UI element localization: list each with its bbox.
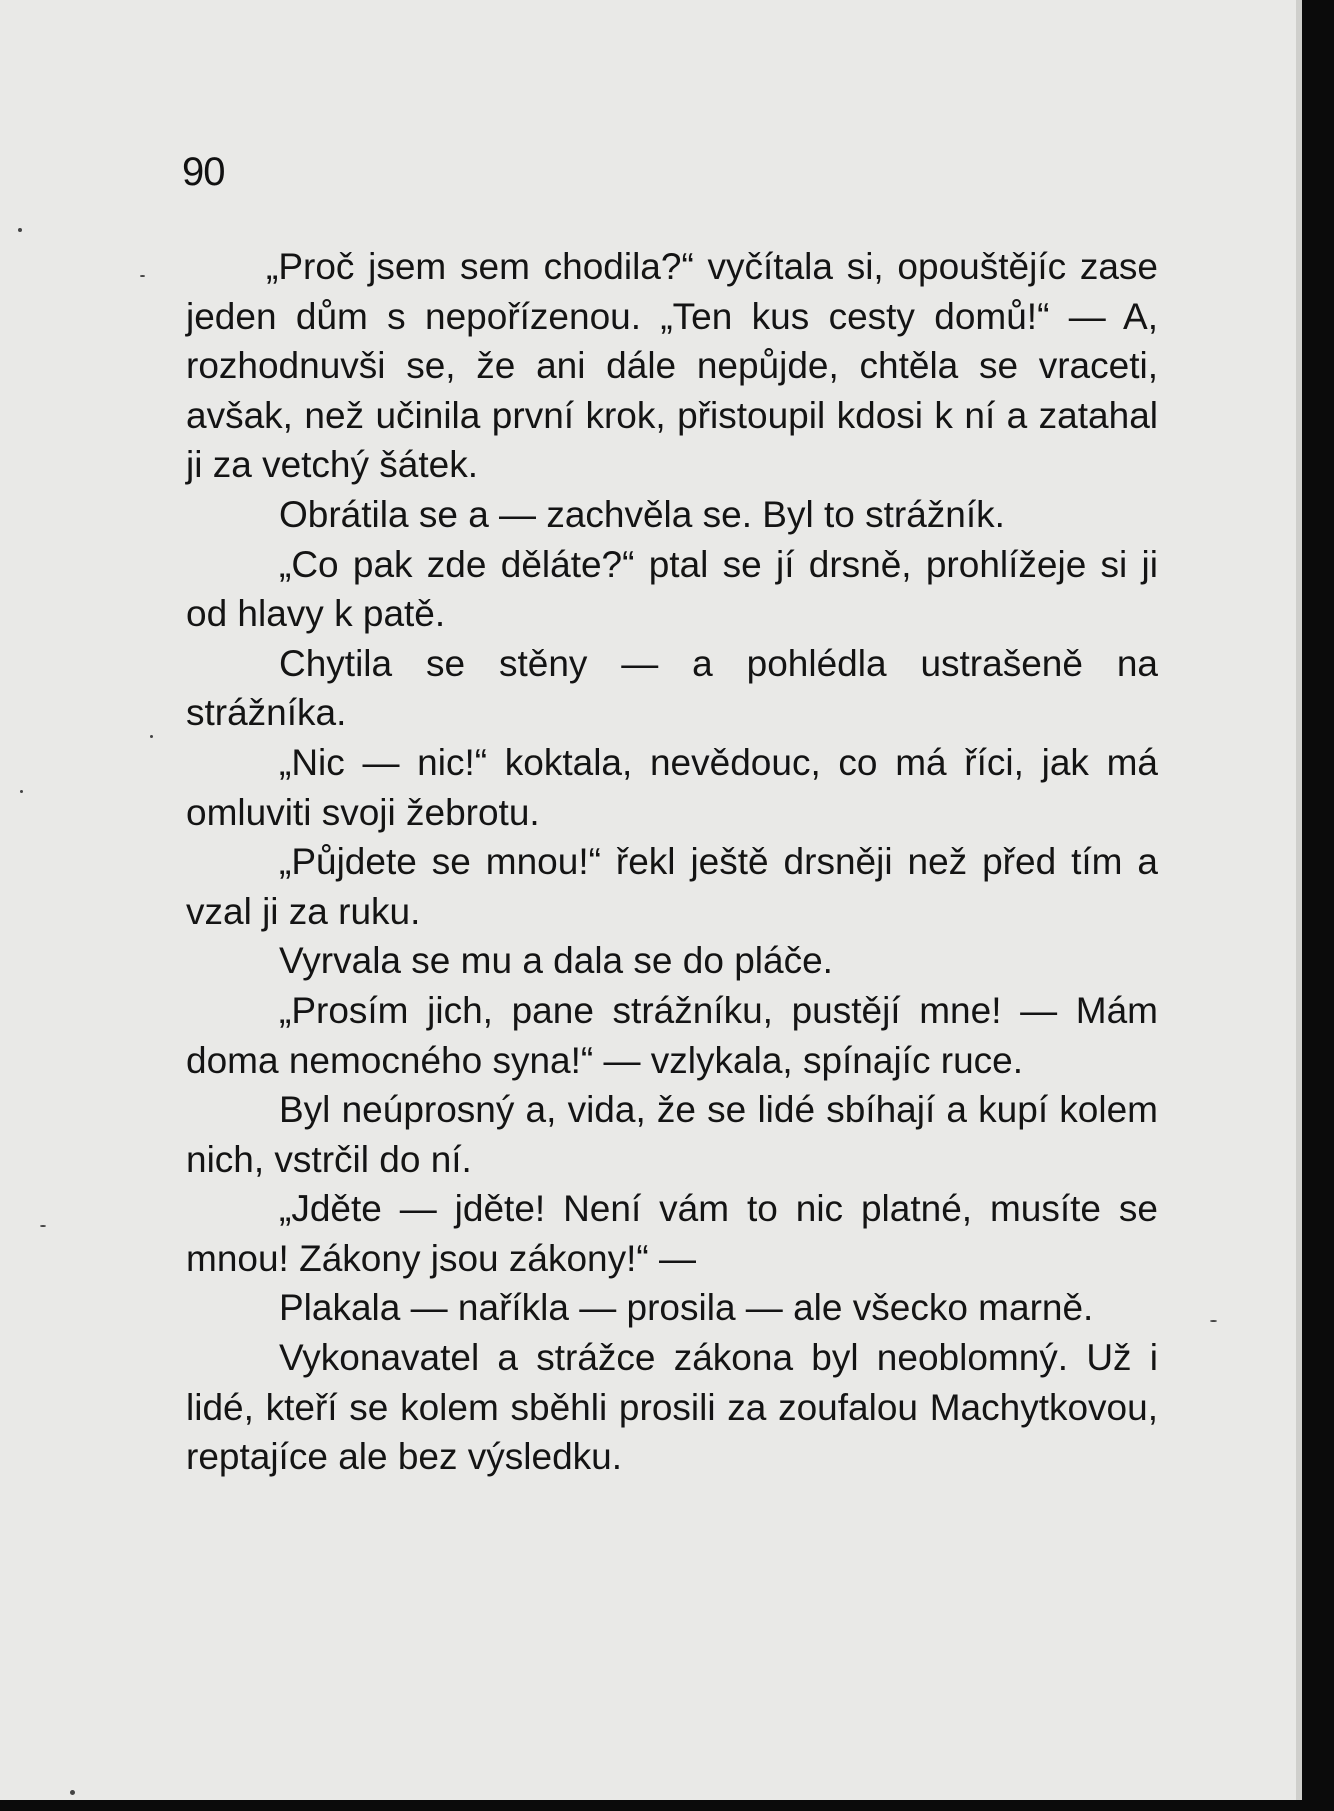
body-text bbox=[186, 242, 1158, 1482]
paragraph: Byl neúprosný a, vida, že se lidé sbíhají a kupí kolem nich, vstrčil do ní. bbox=[186, 1089, 1158, 1180]
scan-speck bbox=[70, 1790, 75, 1795]
scan-speck bbox=[40, 1225, 46, 1227]
paragraph: „Půjdete se mnou!“ řekl ještě drsněji než před tím a vzal ji za ruku. bbox=[186, 841, 1158, 932]
scan-border-right bbox=[1302, 0, 1334, 1811]
paragraph: Vyrvala se mu a dala se do pláče. bbox=[279, 940, 833, 982]
scan-speck bbox=[150, 735, 153, 738]
paragraph: Obrátila se a — zachvěla se. Byl to strážník. bbox=[279, 493, 1005, 535]
scan-border-bottom bbox=[0, 1800, 1302, 1811]
scan-speck bbox=[140, 275, 145, 277]
paragraph: Chytila se stěny — a pohlédla ustrašeně na strážníka. bbox=[186, 642, 1158, 734]
paragraph: „Nic — nic!“ koktala, nevědouc, co má říci, jak má omluviti svoji žebrotu. bbox=[186, 741, 1158, 833]
page-number: 90 bbox=[182, 150, 225, 194]
paragraph: „Prosím jich, pane strážníku, pustějí mne! — Mám doma nemocného syna!“ — vzlykala, spínajíc ruce. bbox=[186, 989, 1158, 1081]
paragraph: „Proč jsem sem chodila?“ vyčítala si, opouštějíc zase jeden dům s nepořízenou. „Ten kus cesty domů!“ — A, rozhodnuvši se, že ani dále nepůjde, chtěla se vraceti, avšak, než učinila první krok, přistoupil kdosi k ní a zatahal ji za vetchý šátek. bbox=[186, 246, 1158, 486]
paragraph: „Jděte — jděte! Není vám to nic platné, musíte se mnou! Zákony jsou zákony!“ — bbox=[186, 1188, 1158, 1279]
paragraph: „Co pak zde děláte?“ ptal se jí drsně, prohlížeje si ji od hlavy k patě. bbox=[186, 543, 1158, 635]
paragraph: Vykonavatel a strážce zákona byl neoblomný. Už i lidé, kteří se kolem sběhli prosili za zoufalou Machytkovou, reptajíce ale bez výsledku. bbox=[186, 1337, 1158, 1478]
paragraph: Plakala — naříkla — prosila — ale všecko marně. bbox=[279, 1287, 1094, 1329]
scan-speck bbox=[1210, 1320, 1217, 1322]
scan-speck bbox=[20, 790, 23, 793]
scan-speck bbox=[18, 228, 22, 232]
